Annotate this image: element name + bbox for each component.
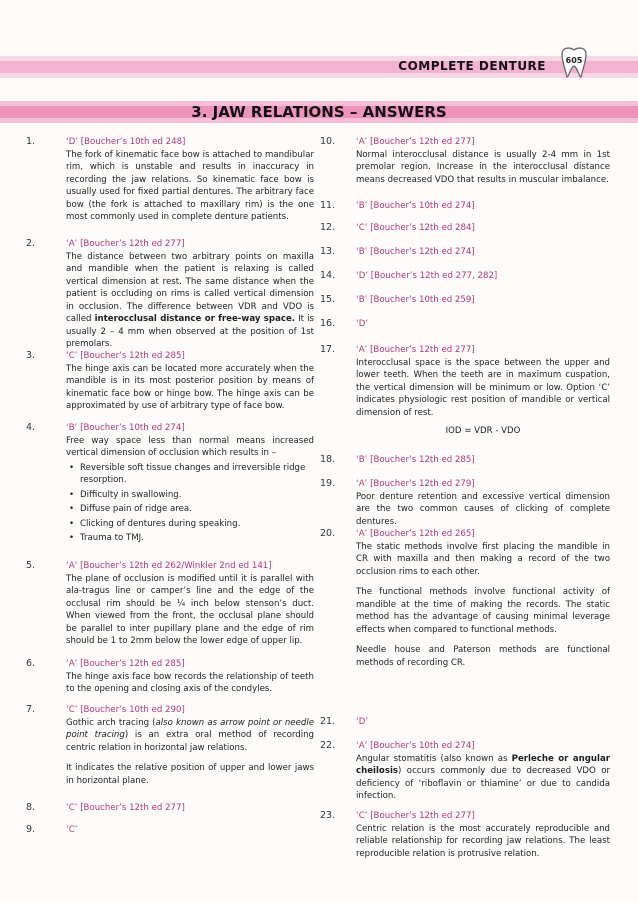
answer-reference: ‘C’ [Boucher’s 12th ed 277] <box>66 803 185 813</box>
answer-reference: ‘A’ [Boucher’s 12th ed 277] <box>356 137 475 147</box>
item-number: 21. <box>320 716 336 727</box>
answer-reference: ‘D’ <box>356 319 369 329</box>
answer-reference: ‘C’ [Boucher’s 12th ed 285] <box>66 351 185 361</box>
item-number: 19. <box>320 478 336 489</box>
bold-term: interocclusal distance or free-way space. <box>94 314 296 324</box>
answer-text: Interocclusal space is the space between the upper and lower teeth. When the teeth are in maximum cuspation, the vertical dimension will be minimum or low. Option ‘C’ indicates physiologic rest position of mandible or vertical dimension of rest. <box>356 357 610 418</box>
italic-term: also known as arrow point or needle point tracing <box>66 717 315 740</box>
item-number: 22. <box>320 740 336 751</box>
list-item: • Reversible soft tissue changes and irreversible ridge resorption. <box>80 462 314 487</box>
item-number: 9. <box>26 824 36 835</box>
answer-reference: ‘A’ [Boucher’s 12th ed 277] <box>356 345 475 355</box>
answer-reference: ‘C’ [Boucher’s 12th ed 277] <box>356 811 475 821</box>
item-number: 16. <box>320 318 336 329</box>
answer-text: Normal interocclusal distance is usually 2-4 mm in 1st premolar region. Increase in the interocclusal distance means decreased VDO that results in muscular imbalance. <box>356 149 610 185</box>
answer-reference: ‘A’ [Boucher’s 12th ed 277] <box>66 239 185 249</box>
answer-text: The distance between two arbitrary points on maxilla and mandible when the patient is relaxing is called vertical dimension at rest. The same distance when the patient is occluding on rims is called vertical dimension in occlusion. The difference between VDR and VDO is called interocclusal distance or free-way space. It is usually 2 – 4 mm when observed at the position of 1st premolars. <box>66 251 314 349</box>
answer-text: Gothic arch tracing (also known as arrow point or needle point tracing) is an extra oral method of recording centric relation in horizontal jaw relations. <box>66 717 315 753</box>
bullet-list <box>66 462 314 545</box>
answer-reference: ‘C’ <box>66 825 78 835</box>
answer-text: The hinge axis face bow records the relationship of teeth to the opening and closing axis of the condyles. <box>66 671 314 694</box>
answer-reference: ‘C’ [Boucher’s 10th ed 290] <box>66 705 185 715</box>
item-number: 23. <box>320 810 336 821</box>
answer-text-continued: Needle house and Paterson methods are functional methods of recording CR. <box>356 645 610 668</box>
answer-text: Poor denture retention and excessive vertical dimension are the two common causes of clicking of complete dentures. <box>356 491 610 527</box>
item-number: 15. <box>320 294 336 305</box>
item-number: 12. <box>320 222 336 233</box>
answer-text-continued: It indicates the relative position of upper and lower jaws in horizontal plane. <box>66 763 314 786</box>
list-item: • Difficulty in swallowing. <box>80 489 314 502</box>
answer-text-continued: The functional methods involve functional activity of mandible at the time of making the records. The static method has the advantage of causing minimal leverage effects when compared to functional methods. <box>356 587 610 635</box>
answer-reference: ‘C’ [Boucher’s 12th ed 284] <box>356 223 475 233</box>
chapter-title: COMPLETE DENTURE <box>398 59 546 73</box>
item-number: 10. <box>320 136 336 147</box>
answer-reference: ‘A’ [Boucher’s 12th ed 262/Winkler 2nd ed 141] <box>66 561 272 571</box>
list-item: • Trauma to TMJ. <box>80 532 314 545</box>
answer-text: The fork of kinematic face bow is attached to mandibular rim, which is unstable and results in inaccuracy in recording the jaw relations. So kinematic face bow is usually used for fixed partial dentures. The arbitrary face bow (the fork is attached to maxillary rim) is the one most commonly used in complete denture patients. <box>66 149 314 222</box>
item-number: 4. <box>26 422 36 433</box>
answer-reference: ‘D’ [Boucher’s 10th ed 248] <box>66 137 186 147</box>
answer-reference: ‘D’ [Boucher’s 12th ed 277, 282] <box>356 271 498 281</box>
answer-text: The plane of occlusion is modified until it is parallel with ala-tragus line or camper’s line and the edge of the occlusal rim should be ¼ inch below stenson’s duct. When viewed from the front, the occlusal plane should be parallel to inter pupillary plane and the edge of rim should be 1 to 2mm below the lower edge of upper lip. <box>66 573 314 646</box>
item-number: 20. <box>320 528 336 539</box>
answer-text: The static methods involve first placing the mandible in CR with maxilla and then making a record of the two occlusion rims to each other. <box>356 541 610 577</box>
list-item: • Clicking of dentures during speaking. <box>80 518 314 531</box>
list-item: • Diffuse pain of ridge area. <box>80 503 314 516</box>
answer-reference: ‘A’ [Boucher’s 10th ed 274] <box>356 741 475 751</box>
item-number: 2. <box>26 238 36 249</box>
section-title: 3. JAW RELATIONS – ANSWERS <box>191 103 447 121</box>
item-number: 17. <box>320 344 336 355</box>
item-number: 6. <box>26 658 36 669</box>
item-number: 14. <box>320 270 336 281</box>
answer-reference: ‘A’ [Boucher’s 12th ed 265] <box>356 529 475 539</box>
bold-term: Perleche or angular cheilosis <box>356 753 610 776</box>
page-number: 605 <box>565 56 583 65</box>
item-number: 13. <box>320 246 336 257</box>
item-number: 1. <box>26 136 36 147</box>
answer-text: Free way space less than normal means increased vertical dimension of occlusion which results in – <box>66 435 314 458</box>
answer-text: Angular stomatitis (also known as Perleche or angular cheilosis) occurs commonly due to decreased VDO or deficiency of ‘riboflavin or thiamine’ or due to candida infection. <box>356 753 610 801</box>
answer-reference: ‘B’ [Boucher’s 12th ed 274] <box>356 247 475 257</box>
answer-reference: ‘D’ <box>356 717 369 727</box>
answer-reference: ‘B’ [Boucher’s 10th ed 274] <box>356 201 475 211</box>
formula: IOD = VDR - VDO <box>445 426 521 436</box>
answer-reference: ‘A’ [Boucher’s 12th ed 285] <box>66 659 185 669</box>
item-number: 11. <box>320 200 336 211</box>
item-number: 5. <box>26 560 36 571</box>
answer-reference: ‘B’ [Boucher’s 10th ed 274] <box>66 423 185 433</box>
item-number: 7. <box>26 704 36 715</box>
answer-text: The hinge axis can be located more accurately when the mandible is in its most posterior position by means of kinematic face bow or hinge bow. The hinge axis can be approximated by use of arbitrary type of face bow. <box>66 363 314 411</box>
answer-reference: ‘A’ [Boucher’s 12th ed 279] <box>356 479 475 489</box>
answer-reference: ‘B’ [Boucher’s 12th ed 285] <box>356 455 475 465</box>
answer-text: Centric relation is the most accurately reproducible and reliable relationship for recording jaw relations. The least reproducible relation is protrusive relation. <box>356 823 610 859</box>
item-number: 8. <box>26 802 36 813</box>
answer-reference: ‘B’ [Boucher’s 10th ed 259] <box>356 295 475 305</box>
item-number: 18. <box>320 454 336 465</box>
item-number: 3. <box>26 350 36 361</box>
